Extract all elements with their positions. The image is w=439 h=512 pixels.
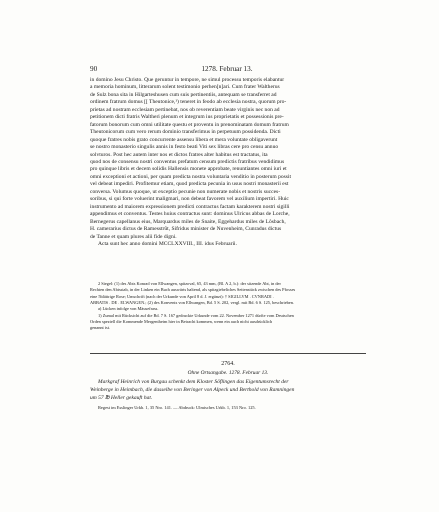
document-number: 2764. bbox=[221, 361, 235, 367]
text-line: de Sulz bona sita in Hilgarteshusen cum suis pertinentiis, antequam se transferret ad bbox=[90, 91, 277, 98]
summary-line: Markgraf Heinrich von Burgau schenkt dem Kloster Söflingen das Eigentumsrecht der bbox=[98, 379, 289, 385]
seal-note-line: Rechten den Abtsstab, in der Linken ein Buch auswärts haltend, als spitzgiebeliches Seitenstück zwischen des Pfosses bbox=[90, 287, 296, 293]
section-divider bbox=[90, 353, 366, 354]
footnote-1-cont: genannt ist. bbox=[90, 325, 111, 331]
text-line: soribus, si qui forte voluerint maligmari, non debeat favorem vel auxilium impertiri. Huic bbox=[90, 196, 289, 203]
regest-text: Regest im Esslinger Urkb. 1, 35 Nro. 141. — Abdruck: Ulmisches Urkb. 1, 153 Nro. 125. bbox=[98, 405, 256, 410]
page-header bbox=[90, 64, 364, 74]
text-line: petitionem dicti fratris Waltheri plenum et integrum ius proprietatis et possessionis pre- bbox=[90, 114, 284, 121]
text-line: omni exceptioni et actioni, per quam predicta nostra voluntaria venditio in posterum possit bbox=[90, 173, 292, 180]
text-line: prietas ad nostram ecclesiam pertinebat, nos ob reverentiam beate virginis nec non ad bbox=[90, 106, 280, 113]
document-dateline: Ohne Ortsangabe. 1278. Februar 13. bbox=[187, 370, 269, 376]
running-title: 1278. Februar 13. bbox=[201, 65, 253, 73]
footnote-a: a) Lücken infolge von Mäusefrass. bbox=[98, 306, 159, 312]
text-line: Theutonicorum cum vero rerum dominio transferimus in perpetuum possidenda. Dicti bbox=[90, 129, 281, 136]
text-line: in domino Jesu Christo. Que geruntur in tempore, ne simul processu temporis elabantur bbox=[90, 77, 285, 83]
dating-line: Acta sunt hec anno domini MCCLXXVIII., III. idus Februarii. bbox=[98, 240, 237, 247]
text-line: Bernegerus capellanus eius, Marquardus miles de Snaite, Eggehardus miles de Lôsbach, bbox=[90, 218, 286, 225]
text-line: ordinem fratrum domus [[ Theutonice,¹) teneret in feodo ab ecclesia nostra, quorum pro- bbox=[90, 99, 287, 106]
footnote-1-cont: Orden speziell die Kommende Mergentheim hier in Betracht kommen, wenn ein auch nicht ausdrücklich bbox=[90, 319, 273, 325]
charter-text bbox=[90, 77, 366, 248]
summary-line: Weinberge in Heimbach, die dasselbe von Beringer von Alpeck und Berthold von Ramningen bbox=[90, 386, 295, 393]
regest-note bbox=[98, 405, 366, 411]
text-line: conversa. Volumus quoque, ut exceptio pecunie non numerate nobis et nostris succes- bbox=[90, 188, 281, 195]
seal-note-line: ABBATIS . DE . ELWANGEN.; (2) des Konvents von Ellwangen, Bd. 5 S. 202, vergl. mit Bd. 6 S. 125, beschrieben. bbox=[90, 300, 294, 306]
text-line: solvturos. Post hec autem inter nos et dictos fratres alter habitus est tractatus, ita bbox=[90, 151, 268, 158]
text-line: quod nos de consensu nostri conventus prefatum censum predictis fratribus vendidimus bbox=[90, 158, 285, 165]
text-line: appendimus et conventus. Testes huius contractus sunt: dominus Ulricus abbas de Lorche, bbox=[90, 211, 290, 218]
text-line: instrumento ad maiorem expressionem predicti contractus factam karakterem nostri sigilli bbox=[90, 203, 290, 210]
text-line: quoque fratres nobis grato concurrente assensu libera et mera voluntate obligaverunt bbox=[90, 136, 278, 143]
text-line: pro quinque libris et decem solidis Hallensis monete approbate, renuntiantes omni iuri et bbox=[90, 166, 287, 173]
text-line: se nostro monasterio singulis annis in festo beati Viti sex libras cere pro censu annuo bbox=[90, 144, 279, 151]
summary-line: um 57 ℔ Heller gekauft hat. bbox=[90, 394, 153, 401]
text-line: de Tanne et quam plures alii fide digni. bbox=[90, 233, 177, 240]
document-summary bbox=[90, 379, 366, 403]
text-line: H. camerarius dictus de Ramesstrût, Sifridus minister de Nuvenheim, Cunradus dictus bbox=[90, 226, 282, 233]
seal-note-line: eine 5blättrige Rose; Umschrift (nach der Urkunde von April 8 d. J. ergänzt): † SIGILLVM . CVNRADI . bbox=[90, 293, 274, 299]
text-line: fatorum bonorum cum omni utilitate questu et proventu in prenominatam domum fratrum bbox=[90, 121, 289, 128]
text-line: vel debeat impediri. Profitemur etiam, quod predicta pecunia in usus nostri monasterii est bbox=[90, 181, 289, 188]
seal-note-line: 2 Siegel: (1) des Abts Konrad von Ellwangen, spitzoval, 65, 43 mm, (Bl. A 2, b.): der sitzende Abt, in der bbox=[98, 281, 281, 286]
page-number: 90 bbox=[90, 65, 98, 73]
text-line: a memoria hominum, litterarum solent testimonio perhen[n]ari. Cum frater Waltherus bbox=[90, 84, 280, 91]
footnotes bbox=[90, 281, 366, 332]
footnote-1: 1) Zumal mit Rücksicht auf die Bd. 7 S. 167 gedruckte Urkunde vom 22. November 1271 dürfte vom Deutschen bbox=[98, 312, 294, 318]
